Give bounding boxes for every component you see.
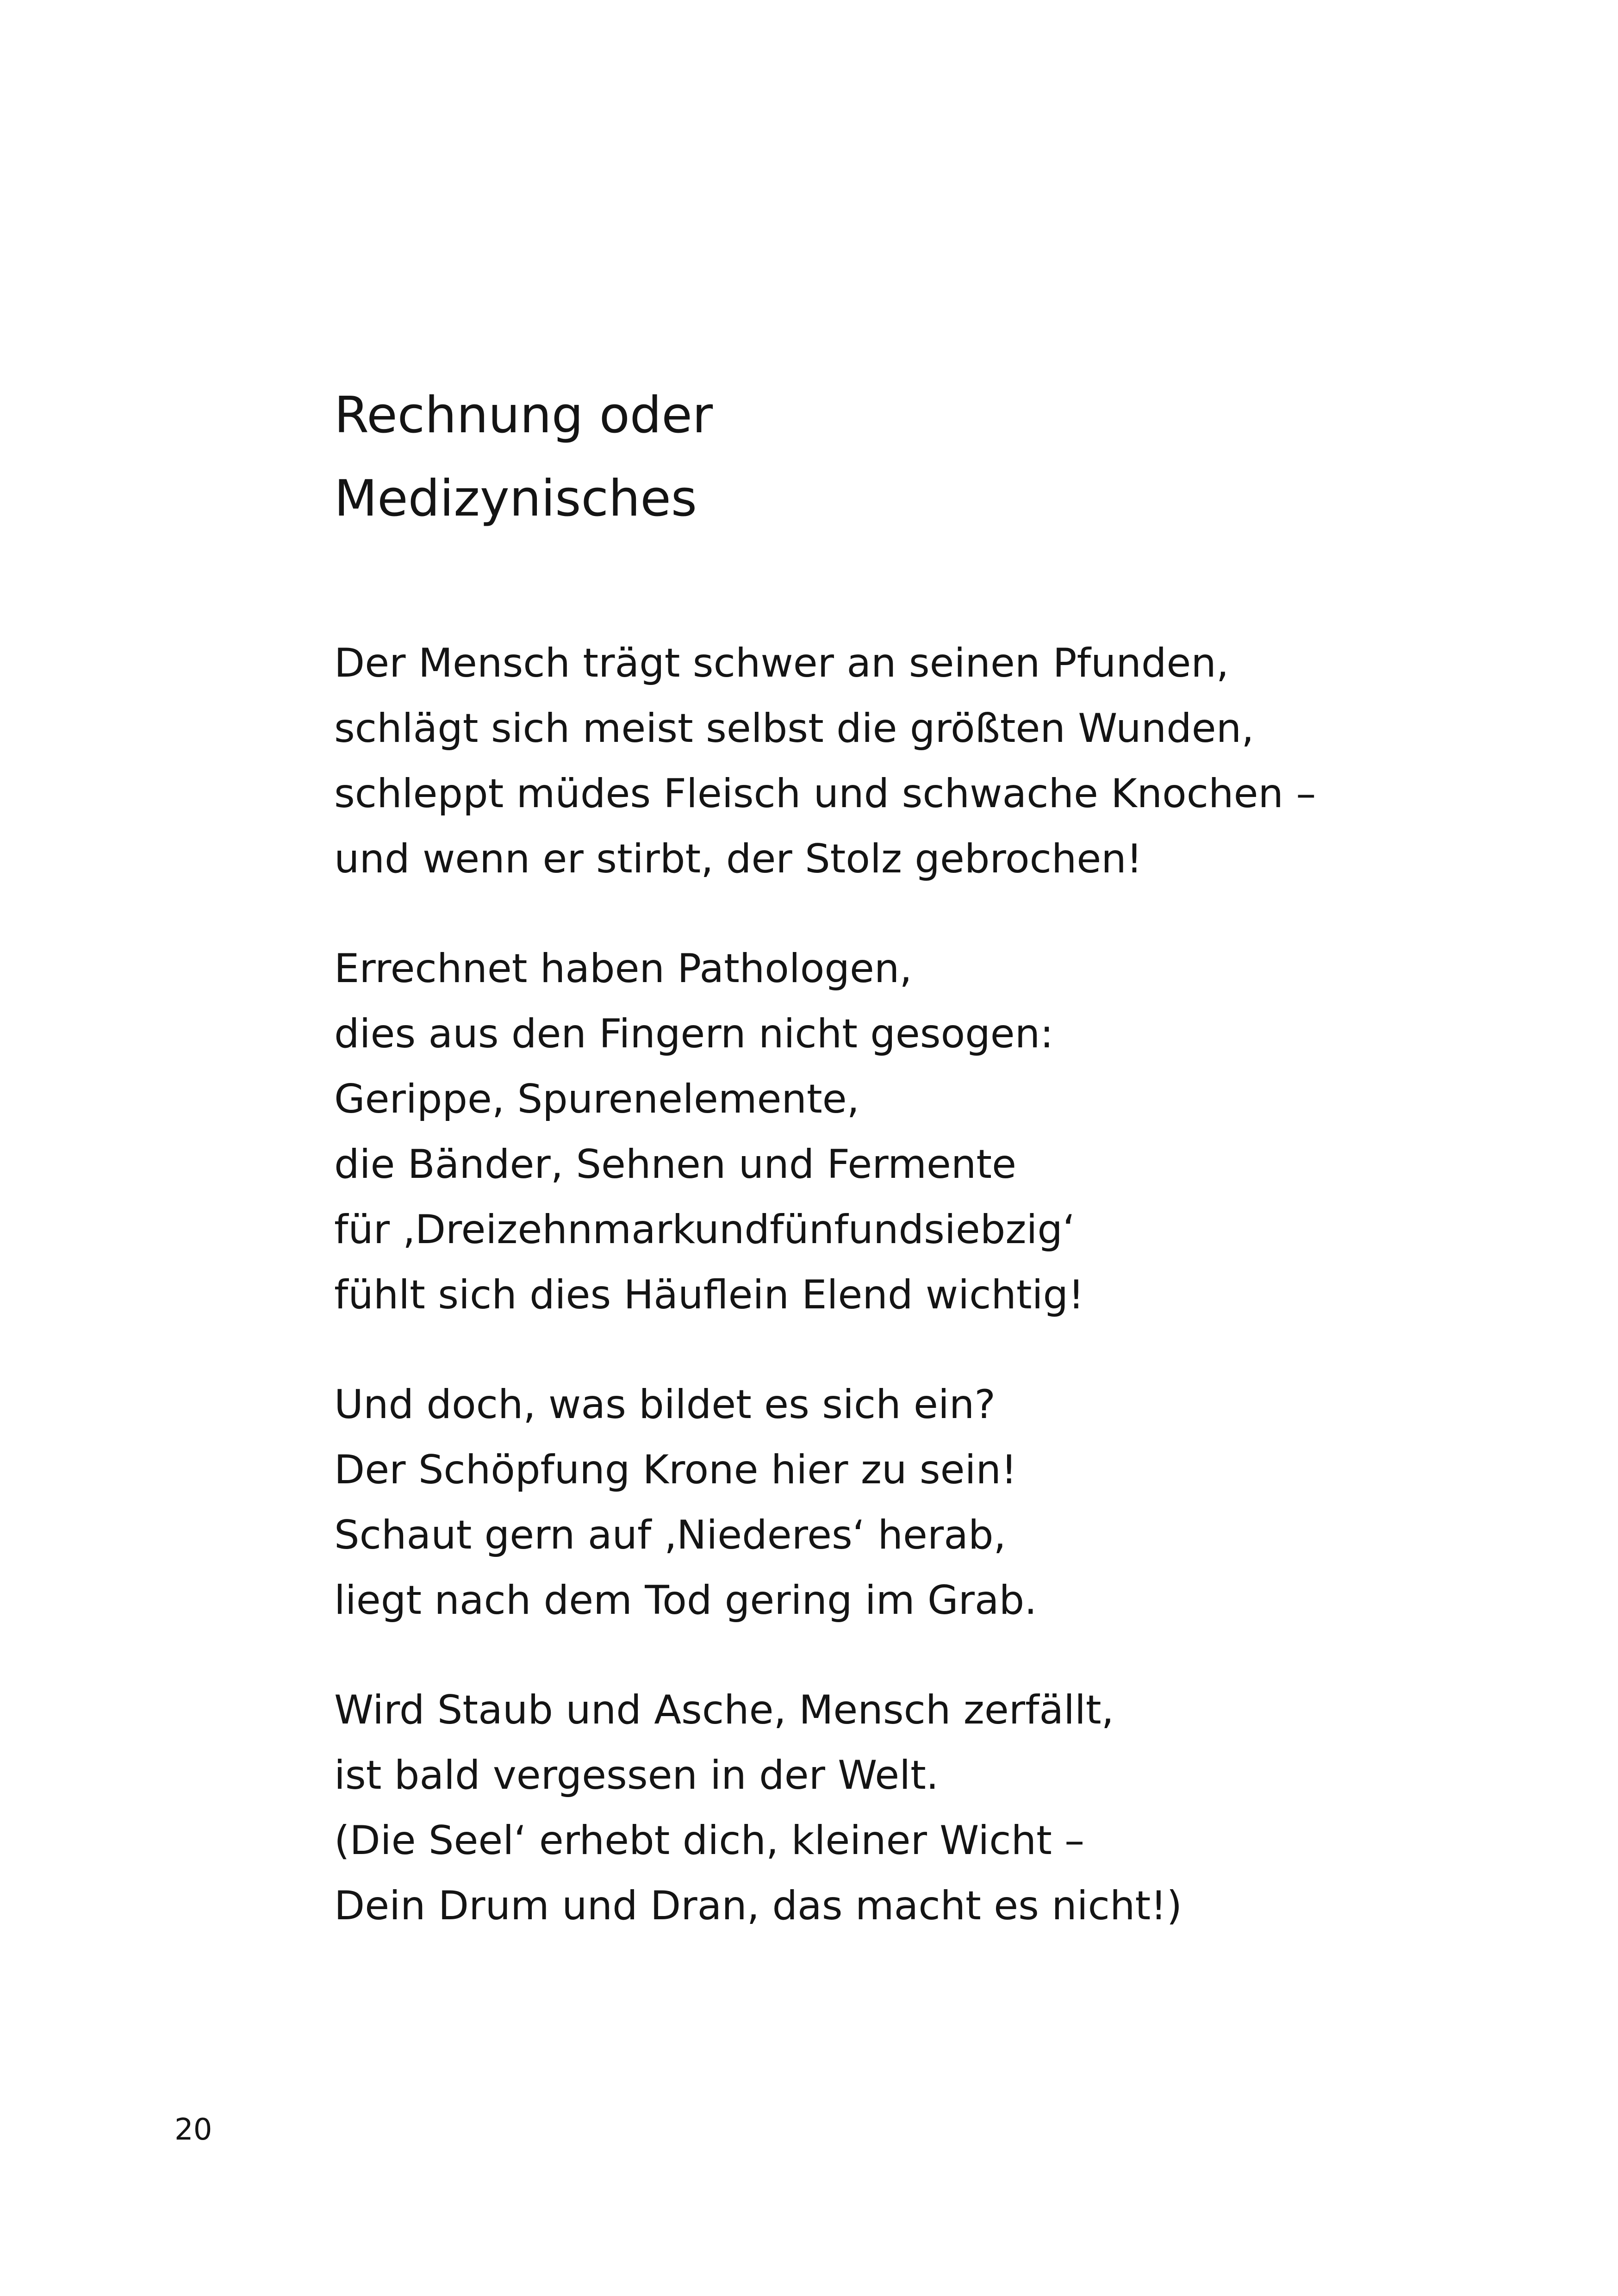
verse-line: Der Mensch trägt schwer an seinen Pfunden, — [334, 640, 1229, 686]
stanza — [334, 1372, 1491, 1633]
poem-body — [334, 631, 1491, 1983]
verse-line: Der Schöpfung Krone hier zu sein! — [334, 1447, 1017, 1493]
verse-line: Gerippe, Spurenelemente, — [334, 1076, 860, 1122]
stanza — [334, 936, 1491, 1328]
verse-line: und wenn er stirbt, der Stolz gebrochen! — [334, 836, 1143, 882]
verse-line: (Die Seel‘ erhebt dich, kleiner Wicht – — [334, 1817, 1085, 1864]
verse-line: für ‚Dreizehnmarkundfünfundsiebzig‘ — [334, 1207, 1076, 1253]
poem-title-line: Medizynisches — [334, 470, 697, 528]
verse-line: Dein Drum und Dran, das macht es nicht!) — [334, 1883, 1182, 1929]
verse-line: Errechnet haben Pathologen, — [334, 946, 912, 992]
verse-line: Wird Staub und Asche, Mensch zerfällt, — [334, 1687, 1114, 1733]
verse-line: ist bald vergessen in der Welt. — [334, 1752, 939, 1798]
poem-title-line: Rechnung oder — [334, 386, 713, 444]
verse-line: die Bänder, Sehnen und Fermente — [334, 1141, 1017, 1188]
verse-line: schleppt müdes Fleisch und schwache Knochen – — [334, 771, 1316, 817]
verse-line: schlägt sich meist selbst die größten Wunden, — [334, 705, 1254, 752]
stanza — [334, 1678, 1491, 1939]
verse-line: liegt nach dem Tod gering im Grab. — [334, 1577, 1037, 1624]
poem-title — [334, 374, 1445, 541]
verse-line: dies aus den Fingern nicht gesogen: — [334, 1011, 1054, 1057]
stanza — [334, 631, 1491, 892]
page-number: 20 — [174, 2113, 212, 2147]
verse-line: fühlt sich dies Häuflein Elend wichtig! — [334, 1272, 1084, 1318]
verse-line: Und doch, was bildet es sich ein? — [334, 1381, 996, 1428]
verse-line: Schaut gern auf ‚Niederes‘ herab, — [334, 1512, 1006, 1558]
